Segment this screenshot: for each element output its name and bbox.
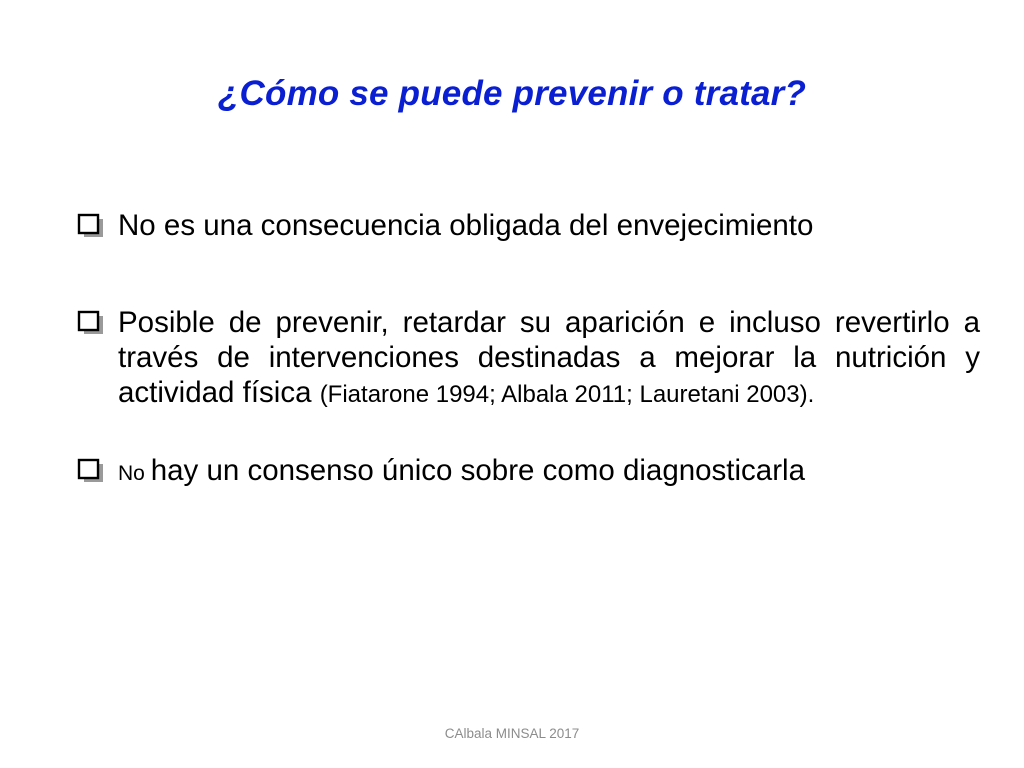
bullet-text: No es una consecuencia obligada del envejecimiento [118, 209, 814, 242]
slide-footer: CAlbala MINSAL 2017 [444, 726, 580, 741]
bullet-citation: (Fiatarone 1994; Albala 2011; Lauretani 2003). [319, 381, 815, 408]
bullet-list [76, 208, 980, 491]
bullet-item [76, 305, 980, 412]
slide-title: ¿Cómo se puede prevenir o tratar? [217, 74, 807, 113]
bullet-prefix: No [118, 462, 151, 485]
bullet-item [76, 453, 980, 491]
checkbox-outline-icon [76, 458, 110, 484]
bullet-text: Posible de prevenir, retardar su aparición e incluso revertirlo a través de intervenciones destinadas a mejorar la nutrición y actividad física [118, 306, 980, 409]
bullet-text: hay un consenso único sobre como diagnosticarla [150, 454, 806, 487]
bullet-item [76, 208, 980, 243]
checkbox-outline-icon [76, 213, 110, 239]
checkbox-outline-icon [76, 310, 110, 336]
